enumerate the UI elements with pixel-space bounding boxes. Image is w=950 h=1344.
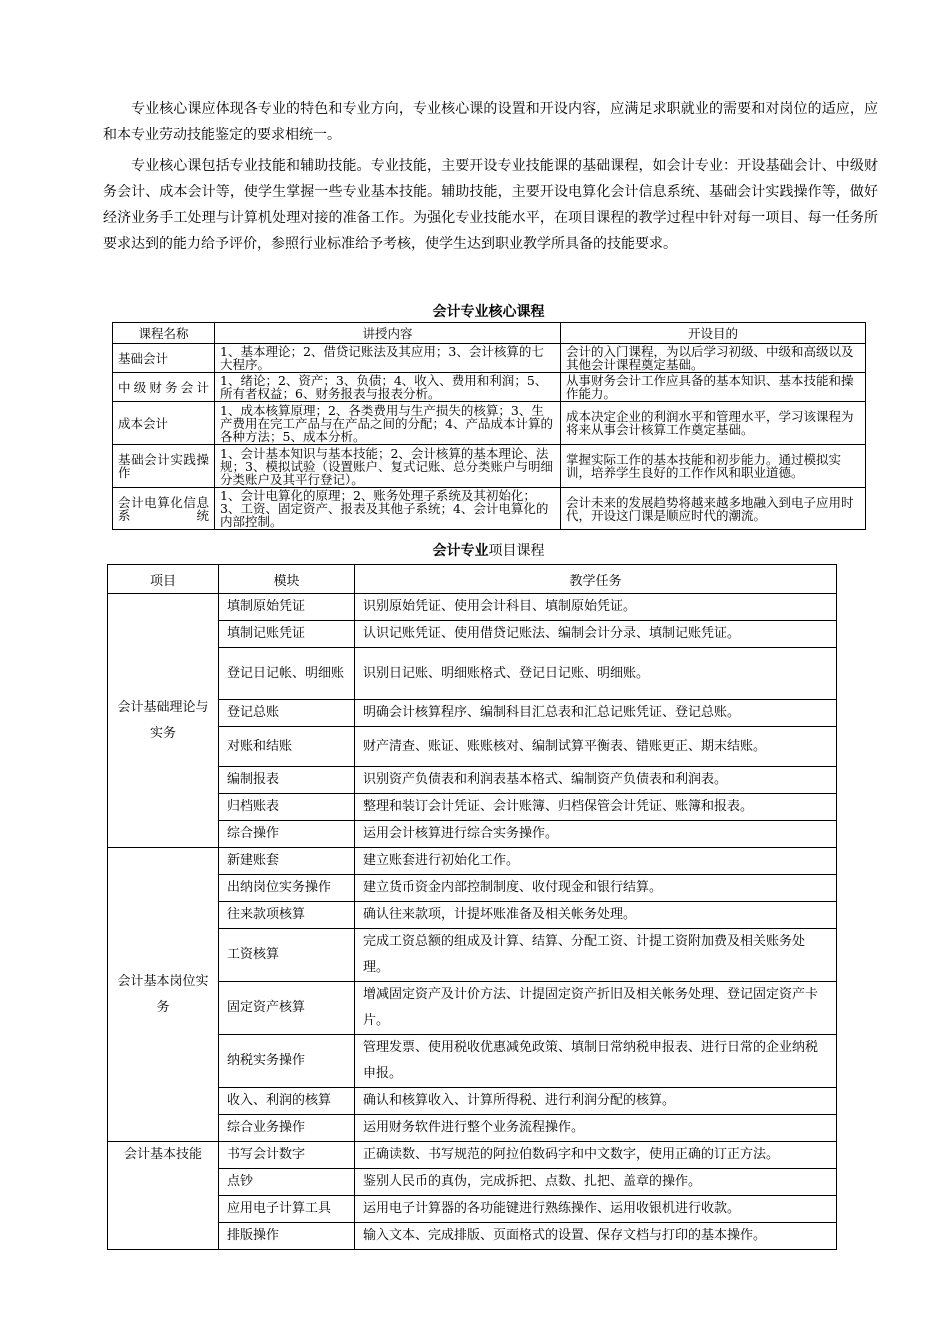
project-courses-title	[112, 540, 865, 560]
table-row	[113, 402, 866, 445]
module-cell: 固定资产核算	[219, 982, 355, 1035]
task-cell: 管理发票、使用税收优惠减免政策、填制日常纳税申报表、进行日常的企业纳税申报。	[355, 1035, 837, 1088]
task-cell: 鉴别人民币的真伪，完成拆把、点数、扎把、盖章的操作。	[355, 1169, 837, 1196]
module-cell: 应用电子计算工具	[219, 1196, 355, 1223]
module-cell: 登记日记帐、明细账	[219, 648, 355, 700]
table-header-row	[113, 323, 866, 344]
table-row	[108, 594, 837, 621]
header-module: 模块	[219, 565, 355, 594]
task-cell: 运用会计核算进行综合实务操作。	[355, 821, 837, 848]
module-cell: 书写会计数字	[219, 1142, 355, 1169]
course-content: 1、基本理论；2、借贷记账法及其应用；3、会计核算的七大程序。	[215, 344, 561, 373]
core-courses-title: 会计专业核心课程	[432, 304, 545, 320]
intro-paragraph-1: 专业核心课应体现各专业的特色和专业方向，专业核心课的设置和开设内容，应满足求职就业的需要和对岗位的适应，应和本专业劳动技能鉴定的要求相统一。	[103, 101, 878, 143]
task-cell: 确认往来款项，计提坏账准备及相关帐务处理。	[355, 902, 837, 929]
project-group-name: 会计基本技能	[108, 1142, 219, 1250]
task-cell: 运用电子计算器的各功能键进行熟练操作、运用收银机进行收款。	[355, 1196, 837, 1223]
course-content: 1、会计基本知识与基本技能；2、会计核算的基本理论、法规；3、模拟试验（设置账户、复式记账、总分类账户与明细分类账户及其平行登记）。	[215, 445, 561, 488]
module-cell: 综合操作	[219, 821, 355, 848]
task-cell: 增减固定资产及计价方法、计提固定资产折旧及相关帐务处理、登记固定资产卡片。	[355, 982, 837, 1035]
module-cell: 点钞	[219, 1169, 355, 1196]
table-row	[108, 848, 837, 875]
module-cell: 编制报表	[219, 767, 355, 794]
course-purpose: 会计未来的发展趋势将越来越多地融入到电子应用时代，开设这门课是顺应时代的潮流。	[561, 488, 866, 530]
table-row	[108, 1142, 837, 1169]
course-purpose: 掌握实际工作的基本技能和初步能力。通过模拟实训，培养学生良好的工作作风和职业道德。	[561, 445, 866, 488]
table-row	[113, 445, 866, 488]
core-courses-table	[112, 322, 866, 530]
project-title-rest: 项目课程	[488, 543, 545, 559]
module-cell: 工资核算	[219, 929, 355, 982]
course-name: 基础会计实践操作	[113, 445, 215, 488]
course-content: 1、成本核算原理；2、各类费用与生产损失的核算；3、生产费用在完工产品与在产品之间的分配；4、产品成本计算的各种方法；5、成本分析。	[215, 402, 561, 445]
header-project: 项目	[108, 565, 219, 594]
course-name: 中级财务会计	[113, 373, 215, 402]
course-name: 会计电算化信息系统	[113, 488, 215, 530]
module-cell: 综合业务操作	[219, 1115, 355, 1142]
task-cell: 完成工资总额的组成及计算、结算、分配工资、计提工资附加费及相关账务处理。	[355, 929, 837, 982]
task-cell: 明确会计核算程序、编制科目汇总表和汇总记账凭证、登记总账。	[355, 700, 837, 727]
module-cell: 纳税实务操作	[219, 1035, 355, 1088]
module-cell: 填制记账凭证	[219, 621, 355, 648]
module-cell: 填制原始凭证	[219, 594, 355, 621]
module-cell: 新建账套	[219, 848, 355, 875]
task-cell: 建立账套进行初始化工作。	[355, 848, 837, 875]
task-cell: 识别日记账、明细账格式、登记日记账、明细账。	[355, 648, 837, 700]
module-cell: 归档账表	[219, 794, 355, 821]
course-name: 成本会计	[113, 402, 215, 445]
intro-paragraph-2: 专业核心课包括专业技能和辅助技能。专业技能，主要开设专业技能课的基础课程，如会计专业：开设基础会计、中级财务会计、成本会计等，使学生掌握一些专业基本技能。辅助技能，主要开设电算化会计信息系统、基础会计实践操作等，做好经济业务手工处理与计算机处理对接的准备工作。为强化专业技能水平，在项目课程的教学过程中针对每一项目、每一任务所要求达到的能力给予评价，参照行业标准给予考核，使学生达到职业教学所具备的技能要求。	[103, 158, 878, 252]
course-name: 基础会计	[113, 344, 215, 373]
project-group-name: 会计基础理论与实务	[108, 594, 219, 848]
task-cell: 识别资产负债表和利润表基本格式、编制资产负债表和利润表。	[355, 767, 837, 794]
task-cell: 输入文本、完成排版、页面格式的设置、保存文档与打印的基本操作。	[355, 1223, 837, 1250]
table-row	[113, 373, 866, 402]
table-row	[113, 344, 866, 373]
table-header-row	[108, 565, 837, 594]
header-purpose: 开设目的	[561, 323, 866, 344]
module-cell: 登记总账	[219, 700, 355, 727]
module-cell: 排版操作	[219, 1223, 355, 1250]
task-cell: 财产清查、账证、账账核对、编制试算平衡表、错账更正、期末结账。	[355, 727, 837, 767]
task-cell: 识别原始凭证、使用会计科目、填制原始凭证。	[355, 594, 837, 621]
course-content: 1、绪论；2、资产；3、负债；4、收入、费用和利润；5、所有者权益；6、财务报表与报表分析。	[215, 373, 561, 402]
project-courses-table	[107, 564, 837, 1250]
course-purpose: 从事财务会计工作应具备的基本知识、基本技能和操作能力。	[561, 373, 866, 402]
table-row	[113, 488, 866, 530]
task-cell: 运用财务软件进行整个业务流程操作。	[355, 1115, 837, 1142]
task-cell: 正确读数、书写规范的阿拉伯数码字和中文数字，使用正确的订正方法。	[355, 1142, 837, 1169]
task-cell: 建立货币资金内部控制制度、收付现金和银行结算。	[355, 875, 837, 902]
task-cell: 整理和装订会计凭证、会计账簿、归档保管会计凭证、账簿和报表。	[355, 794, 837, 821]
module-cell: 出纳岗位实务操作	[219, 875, 355, 902]
header-content: 讲授内容	[215, 323, 561, 344]
module-cell: 对账和结账	[219, 727, 355, 767]
course-content: 1、会计电算化的原理；2、账务处理子系统及其初始化；3、工资、固定资产、报表及其他子系统；4、会计电算化的内部控制。	[215, 488, 561, 530]
course-purpose: 成本决定企业的利润水平和管理水平，学习该课程为将来从事会计核算工作奠定基础。	[561, 402, 866, 445]
module-cell: 往来款项核算	[219, 902, 355, 929]
task-cell: 认识记账凭证、使用借贷记账法、编制会计分录、填制记账凭证。	[355, 621, 837, 648]
header-course-name: 课程名称	[113, 323, 215, 344]
project-title-bold: 会计专业	[432, 543, 489, 559]
project-group-name: 会计基本岗位实务	[108, 848, 219, 1142]
task-cell: 确认和核算收入、计算所得税、进行利润分配的核算。	[355, 1088, 837, 1115]
course-purpose: 会计的入门课程，为以后学习初级、中级和高级以及其他会计课程奠定基础。	[561, 344, 866, 373]
header-task: 教学任务	[355, 565, 837, 594]
module-cell: 收入、利润的核算	[219, 1088, 355, 1115]
